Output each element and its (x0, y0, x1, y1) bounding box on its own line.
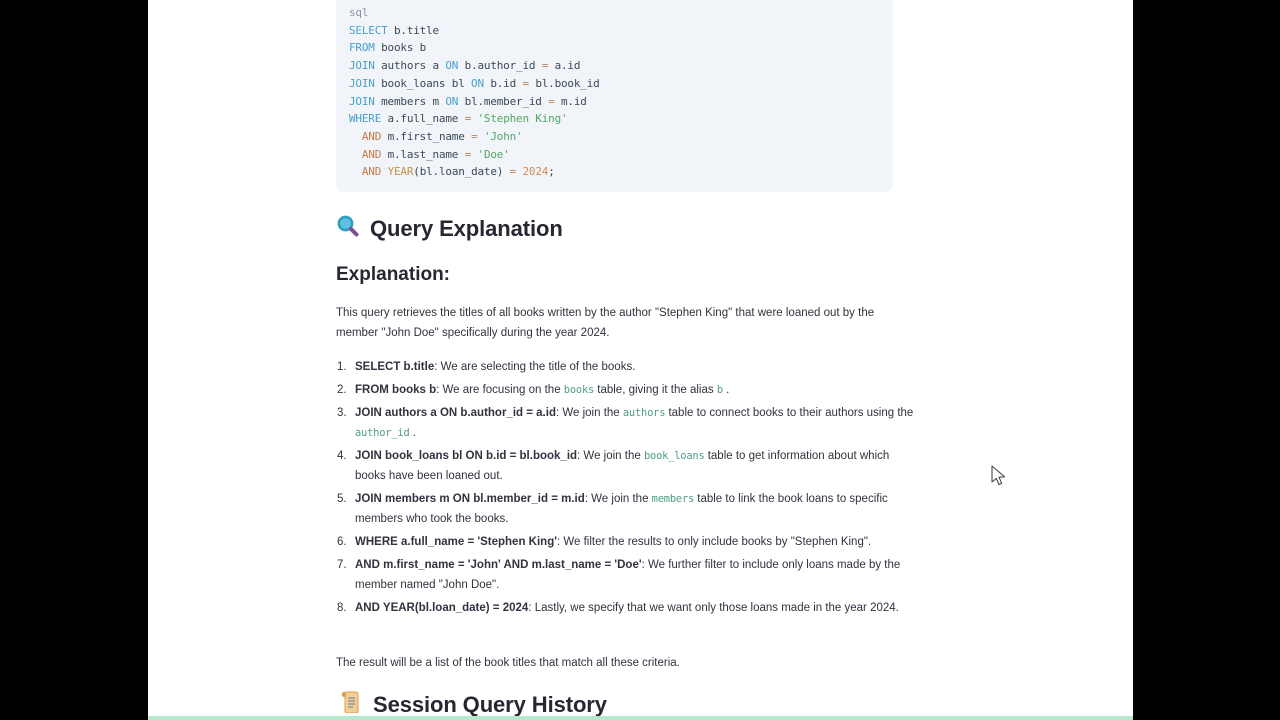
sql-token-id: ; (548, 165, 555, 179)
sql-token-id: a.id (548, 59, 581, 73)
sql-token-op: = (522, 76, 529, 90)
scroll-icon (341, 691, 361, 718)
list-item (336, 357, 916, 377)
sql-code-lines (349, 4, 879, 181)
sql-token-id: members m (374, 94, 446, 108)
conclusion-paragraph: The result will be a list of the book titles that match all these criteria. (336, 657, 680, 669)
sql-code-line (349, 146, 879, 164)
sql-token-id: b.author_id (458, 59, 542, 73)
sql-token-kw: FROM (349, 41, 375, 55)
sql-token-id: m.id (554, 94, 587, 108)
sql-token-op: = (471, 129, 478, 143)
sql-code-line (349, 75, 879, 93)
list-item-text: table, giving it the alias (594, 384, 717, 396)
sql-token-kw: SELECT (349, 23, 388, 37)
list-item-number: 5. (337, 493, 347, 505)
list-item-text: . (722, 384, 730, 396)
list-item-number: 1. (337, 361, 347, 373)
intro-paragraph: This query retrieves the titles of all books written by the author "Stephen King" that were loaned out by the member "John Doe" specifically during the year 2024. (336, 307, 875, 339)
section-heading-session-history (336, 691, 607, 718)
sql-token-kw: ON (445, 59, 459, 73)
sql-code-line (349, 4, 879, 22)
app-content (148, 0, 1133, 720)
sql-token-op: = (548, 94, 555, 108)
sql-code-line (349, 57, 879, 75)
sql-code-line (349, 39, 879, 57)
explanation-heading: Explanation: (336, 264, 451, 285)
list-item-number: 7. (337, 559, 347, 571)
list-item-number: 8. (337, 602, 347, 614)
inline-code: b (716, 384, 723, 396)
list-item-text: : We join the (577, 450, 644, 462)
sql-code-line (349, 93, 879, 111)
sql-token-and: AND (361, 129, 382, 143)
main-column (336, 0, 916, 720)
list-item-text: . (409, 427, 416, 439)
sql-token-op: = (509, 165, 517, 179)
list-item-bold-clause: AND m.first_name = 'John' AND m.last_name = 'Doe' (355, 559, 642, 571)
list-item (336, 446, 916, 486)
inline-code: author_id (355, 427, 410, 439)
list-item-number: 2. (337, 384, 347, 396)
session-history-title: Session Query History (373, 691, 607, 717)
sql-code-line (349, 128, 879, 146)
list-item-number: 3. (337, 407, 347, 419)
list-item-bold-clause: JOIN authors a ON b.author_id = a.id (355, 407, 556, 419)
list-item-bold-clause: JOIN book_loans bl ON b.id = bl.book_id (355, 450, 578, 462)
sql-token-op: = (464, 147, 472, 161)
sql-token-kw: ON (471, 76, 484, 90)
sql-code-line (349, 22, 879, 40)
sql-code-block (336, 0, 893, 192)
sql-token-id: m.first_name (381, 129, 472, 143)
list-item (336, 403, 916, 443)
sql-token-kw: JOIN (349, 76, 375, 90)
list-item-text: : We join the (555, 407, 623, 419)
sql-token-kw: JOIN (349, 59, 375, 73)
list-item-number: 4. (337, 450, 347, 462)
sql-token-kw: WHERE (349, 112, 382, 126)
sql-token-op: = (464, 112, 472, 126)
sql-token-id: book_loans bl (374, 76, 472, 90)
sql-token-fn: YEAR (387, 165, 414, 179)
list-item-text: table to get information about which books have been loaned out. (355, 450, 890, 482)
inline-code: members (651, 493, 695, 505)
list-item-text: table to connect books to their authors using the (665, 407, 914, 419)
list-item-bold-clause: SELECT b.title (355, 361, 435, 373)
sql-token-str: 'Stephen King' (477, 112, 568, 126)
sql-token-id: authors a (374, 59, 446, 73)
sql-token-and: AND (361, 165, 382, 179)
sql-token-id: bl.book_id (528, 76, 600, 90)
section-heading-query-explanation (336, 214, 563, 243)
list-item-text: : We are selecting the title of the books. (434, 361, 636, 373)
list-item-text: : We join the (584, 493, 652, 505)
sql-token-num: 2024 (522, 165, 549, 179)
sql-token-kw: ON (445, 94, 459, 108)
list-item-bold-clause: JOIN members m ON bl.member_id = m.id (355, 493, 585, 505)
list-item-text: : We filter the results to only include books by "Stephen King". (556, 536, 872, 548)
list-item-number: 6. (337, 536, 347, 548)
sql-token-id: b.title (387, 23, 439, 37)
sql-token-op: = (541, 59, 549, 73)
sql-code-line (349, 163, 879, 181)
accent-underline (148, 716, 1133, 720)
sql-token-and: AND (361, 147, 382, 161)
sql-token-id: (bl.loan_date) (413, 165, 510, 179)
list-item (336, 555, 916, 595)
list-item (336, 598, 916, 618)
inline-code: books (563, 384, 595, 396)
list-item-bold-clause: WHERE a.full_name = 'Stephen King' (355, 536, 557, 548)
sql-code-line (349, 110, 879, 128)
list-item-bold-clause: AND YEAR(bl.loan_date) = 2024 (355, 602, 529, 614)
sql-token-kw: JOIN (349, 94, 375, 108)
list-item-text: table to link the book loans to specific members who took the books. (355, 493, 888, 525)
sql-token-str: 'John' (483, 129, 523, 143)
sql-token-id (349, 165, 362, 178)
sql-token-id: a.full_name (381, 112, 465, 126)
list-item-text: : We are focusing on the (436, 384, 564, 396)
list-item-text: : We further filter to include only loans made by the member named "John Doe". (355, 559, 901, 591)
page-title: Query Explanation (370, 215, 563, 241)
explanation-list (336, 357, 916, 621)
magnifier-icon (336, 214, 360, 243)
sql-token-id: m.last_name (381, 147, 465, 161)
mouse-cursor-icon (990, 465, 1005, 487)
sql-token-id: b.id (483, 76, 523, 90)
list-item (336, 532, 916, 552)
sql-token-id (349, 148, 362, 161)
list-item (336, 489, 916, 529)
list-item-text: : Lastly, we specify that we want only those loans made in the year 2024. (528, 602, 899, 614)
sql-token-str: 'Doe' (477, 147, 510, 161)
sql-token-id: bl.member_id (458, 94, 549, 108)
list-item (336, 380, 916, 400)
sql-token-id (349, 130, 362, 143)
sql-token-id: books b (374, 41, 427, 55)
list-item-bold-clause: FROM books b (355, 384, 437, 396)
sql-token-lbl: sql (349, 6, 369, 19)
inline-code: book_loans (643, 450, 705, 462)
inline-code: authors (622, 407, 666, 419)
